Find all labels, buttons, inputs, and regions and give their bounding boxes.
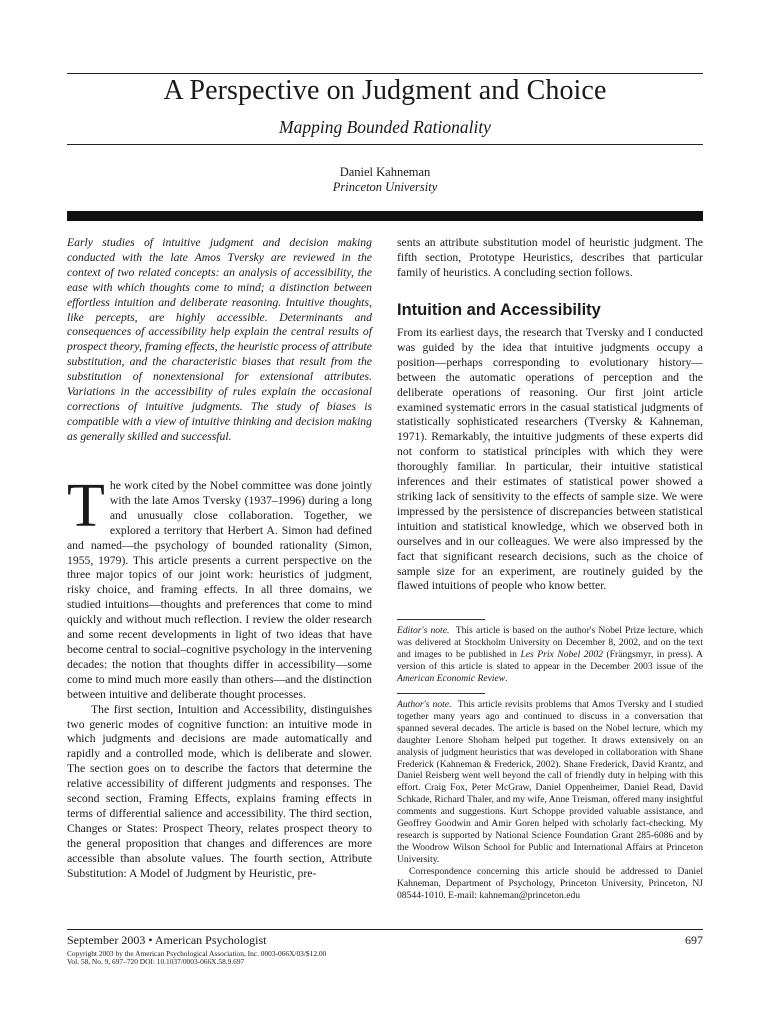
section-paragraph: From its earliest days, the research that Tversky and I conducted was guided by the idea that intuitive judgments occupy a position—perhaps corresponding to evolutionary history—between the automatic operations of perception and the deliberate operations of reasoning. Our first joint article examined systematic errors in the casual statistical judgments of statistically sophisticated researchers (Tversky & Kahneman, 1971). Remarkably, the intuitive judgments of these experts did not conform to statistical principles with which they were thoroughly familiar. In particular, their intuitive statistical inferences and their estimates of statistical power showed a striking lack of sensitivity to the effects of sample size. We were impressed by the persistence of discrepancies between statistical intuition and statistical knowledge, which we observed both in ourselves and in our colleagues. We were also impressed by the fact that significant research decisions, such as the choice of sample size for an experiment, are routinely guided by the flawed intuitions of people who know better. [397, 326, 703, 593]
correspondence-note: Correspondence concerning this article should be addressed to Daniel Kahneman, Department of Psychology, Princeton University, Princeton, NJ 08544-1010. E-mail: kahneman@princeton.edu [397, 865, 703, 901]
editor-note-text: This article is based on the author's Nobel Prize lecture, which was delivered at Stockholm University on December 8, 2002, and on the text and images to be published in [397, 625, 703, 660]
overview-paragraph: The first section, Intuition and Accessibility, distinguishes two generic modes of cognitive function: an intuitive mode in which judgments and decisions are made automatically and rapidly and a controlled mode, which is deliberate and slower. The section goes on to describe the factors that determine the relative accessibility of different judgments and responses. The second section, Framing Effects, explains framing effects in terms of differential salience and accessibility. The third section, Changes or States: Prospect Theory, relates prospect theory to the general proposition that changes and differences are more accessible than absolute values. The fourth section, Attribute Substitution: A Model of Judgment by Heuristic, pre- [67, 702, 372, 880]
author-affiliation: Princeton University [332, 180, 438, 194]
dropcap: T [67, 472, 105, 540]
editor-note [397, 625, 703, 685]
editor-note-text-2: (Frängsmyr, in press). A version of this article is slated to appear in the December 2003 issue of the [397, 648, 703, 672]
volume-doi-line: Vol. 58, No. 9, 697–720 DOI: 10.1037/0003-066X.58.9.697 [67, 957, 245, 966]
body-left-column [67, 472, 372, 881]
header-bar [67, 211, 703, 221]
editor-note-label: Editor's note. [397, 625, 450, 636]
author-note-label: Author's note. [397, 699, 452, 710]
page-number: 697 [685, 933, 703, 947]
editor-note-journal: American Economic Review [397, 672, 506, 684]
author-name: Daniel Kahneman [339, 165, 431, 179]
editor-note-publication: Les Prix Nobel 2002 [520, 648, 603, 660]
section-heading: Intuition and Accessibility [397, 301, 601, 319]
footer-rule [67, 929, 703, 930]
article-title: A Perspective on Judgment and Choice [163, 75, 607, 106]
intro-paragraph-text: he work cited by the Nobel committee was done jointly with the late Amos Tversky (1937–1996) during a long and unusually close collaboration. Together, we explored a territory that Herbert A. Simon had defined and named—the psychology of bounded rationality (Simon, 1955, 1979). This article presents a current perspective on the three major topics of our joint work: heuristics of judgment, risky choice, and framing effects. In all three domains, we studied intuitions—thoughts and preferences that come to mind quickly and without much reflection. I review the older research and some recent developments in light of two ideas that have become central to social–cognitive psychology in the intervening decades: the notion that thoughts differ in accessibility—some come to mind much more easily than others—and the distinction between intuitive and deliberate thought processes. [67, 479, 372, 701]
article-subtitle: Mapping Bounded Rationality [279, 117, 491, 137]
journal-info: September 2003 • American Psychologist [67, 933, 267, 947]
notes-divider-2 [397, 693, 485, 694]
title-rule [67, 144, 703, 145]
abstract: Early studies of intuitive judgment and decision making conducted with the late Amos Tversky are reviewed in the context of two related concepts: an analysis of accessibility, the ease with which thoughts come to mind; a distinction between effortless intuition and deliberate reasoning. Intuitive thoughts, like percepts, are highly accessible. Determinants and consequences of accessibility help explain the central results of prospect theory, framing effects, the heuristic process of attribute substitution, and the characteristic biases that result from the substitution of nonextensional for extensional attributes. Variations in the accessibility of rules explain the occasional corrections of intuitive judgments. The study of biases is compatible with a view of intuitive thinking and decision making as generally skilled and successful. [67, 236, 372, 443]
continuation-paragraph: sents an attribute substitution model of heuristic judgment. The fifth section, Prototype Heuristics, describes that particular family of heuristics. A concluding section follows. [397, 236, 703, 279]
author-note-paragraph [397, 699, 703, 866]
intro-paragraph [67, 472, 372, 703]
author-note-text: This article revisits problems that Amos Tversky and I studied together many years ago and continued to discuss in a conversation that spanned several decades. The article is based on the Nobel lecture, which my daughter Lenore Shoham helped put together. It draws extensively on an analysis of judgment heuristics that was developed in collaboration with Shane Frederick (Kahneman & Frederick, 2002). Shane Frederick, David Krantz, and Daniel Reisberg went well beyond the call of friendly duty in helping with this effort. Craig Fox, Peter McGraw, Daniel Oppenheimer, Daniel Read, David Schkade, Richard Thaler, and my wife, Anne Treisman, offered many insightful comments and suggestions. Kurt Schoppe provided valuable assistance, and Geoffrey Goodwin and Amir Goren helped with scholarly fact-checking. My research is supported by National Science Foundation Grant 285-6086 and by the Woodrow Wilson School for Public and International Affairs at Princeton University. [397, 699, 703, 865]
author-note [397, 699, 703, 901]
notes-divider [397, 619, 485, 620]
editor-note-end: . [505, 672, 508, 684]
copyright-line: Copyright 2003 by the American Psychological Association, Inc. 0003-066X/03/$12.00 [67, 949, 327, 958]
